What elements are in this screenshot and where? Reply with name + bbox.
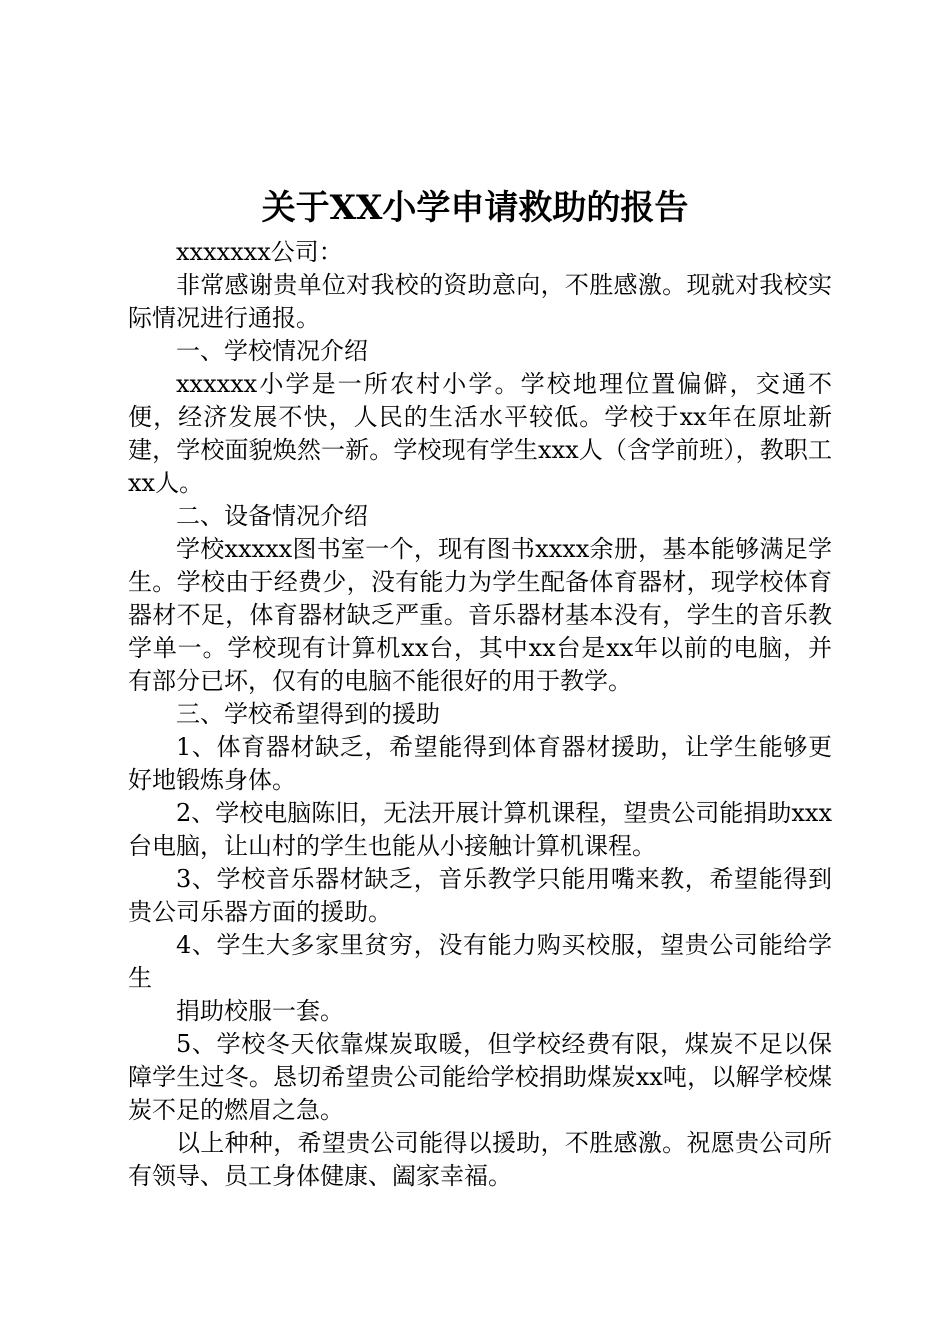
- document-body: [128, 236, 832, 1193]
- aid-item-2: 2、学校电脑陈旧，无法开展计算机课程，望贵公司能捐助xxx台电脑，让山村的学生也能从小接触计算机课程。: [128, 799, 832, 860]
- section-heading-school: 一、学校情况介绍: [176, 337, 368, 365]
- aid-item-1: 1、体育器材缺乏，希望能得到体育器材援助，让学生能够更好地锻炼身体。: [128, 733, 832, 794]
- closing-paragraph: 以上种种，希望贵公司能得以援助，不胜感激。祝愿贵公司所有领导、员工身体健康、阖家幸福。: [128, 1129, 832, 1190]
- section-heading-aid: 三、学校希望得到的援助: [176, 700, 440, 728]
- salutation: xxxxxxx公司：: [176, 238, 343, 266]
- aid-item-4-continued: 捐助校服一套。: [176, 997, 344, 1025]
- aid-item-4: 4、学生大多家里贫穷，没有能力购买校服，望贵公司能给学生: [128, 931, 832, 992]
- intro-paragraph: 非常感谢贵单位对我校的资助意向，不胜感激。现就对我校实际情况进行通报。: [128, 271, 832, 332]
- equipment-info-paragraph: 学校xxxxx图书室一个，现有图书xxxx余册，基本能够满足学生。学校由于经费少，没有能力为学生配备体育器材，现学校体育器材不足，体育器材缺乏严重。音乐器材基本没有，学生的音乐教学单一。学校现有计算机xx台，其中xx台是xx年以前的电脑，并有部分已坏，仅有的电脑不能很好的用于教学。: [128, 535, 832, 695]
- section-heading-equipment: 二、设备情况介绍: [176, 502, 368, 530]
- school-info-paragraph: xxxxxx小学是一所农村小学。学校地理位置偏僻，交通不便，经济发展不快，人民的生活水平较低。学校于xx年在原址新建，学校面貌焕然一新。学校现有学生xxx人（含学前班），教职工xx人。: [128, 370, 832, 497]
- aid-item-5: 5、学校冬天依靠煤炭取暖，但学校经费有限，煤炭不足以保障学生过冬。恳切希望贵公司能给学校捐助煤炭xx吨，以解学校煤炭不足的燃眉之急。: [128, 1030, 832, 1124]
- aid-item-3: 3、学校音乐器材缺乏，音乐教学只能用嘴来教，希望能得到贵公司乐器方面的援助。: [128, 865, 832, 926]
- document-title: 关于XX小学申请救助的报告: [261, 188, 689, 228]
